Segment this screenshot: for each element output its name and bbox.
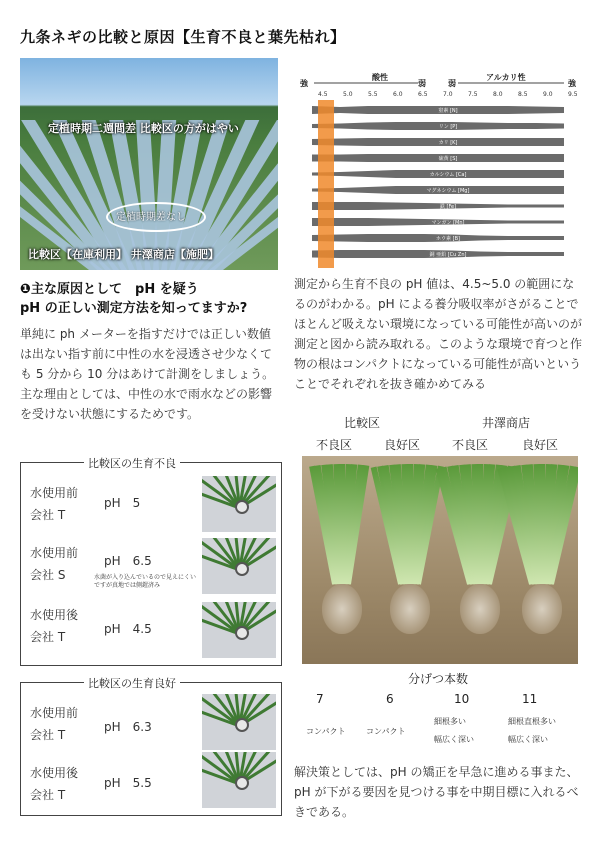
good-row-1-name: 水使用前 会社 T xyxy=(30,706,79,742)
poor-growth-label: 比較区の生育不良 xyxy=(84,455,180,471)
ph-tick-label: 5.5 xyxy=(368,91,378,98)
nutrient-label: ホウ素 [B] xyxy=(436,236,460,242)
ph-tick-label: 8.0 xyxy=(493,91,503,98)
col-label-bad-1: 不良区 xyxy=(316,438,353,452)
label-strong-alkali: 強 xyxy=(568,79,576,88)
photo-caption-top: 定植時期二週間差 比較区の方がはやい xyxy=(48,122,239,135)
poor-row-1-ph: pH 5 xyxy=(104,496,141,510)
soil-probe-hole xyxy=(235,562,249,576)
nutrient-label: カリ [K] xyxy=(438,140,458,146)
label-weak-alkali: 弱 xyxy=(448,79,456,88)
root-mass xyxy=(390,584,430,634)
col-label-bad-2: 不良区 xyxy=(452,438,489,452)
tiller-count-3: 10 xyxy=(454,692,470,706)
ph-nutrient-chart xyxy=(292,70,582,270)
soil-probe-hole xyxy=(235,500,249,514)
tiller-note-2: コンパクト xyxy=(366,727,406,736)
section-heading: ❶主な原因として pH を疑う pH の正しい測定方法を知ってますか? xyxy=(20,282,248,316)
root-mass xyxy=(322,584,362,634)
solution-text: 解決策としては、pH の矯正を早急に進める事また、pH が下がる要因を見つける事を中期目標に入れるべきである。 xyxy=(294,765,579,819)
section-body: 単純に ph メーターを指すだけでは正しい数値は出ない指す前に中性の水を浸透させ少なくても 5 分から 10 分はあけて計測をしましょう。主な理由としては、中性の水で雨水などの影響を受けない状態にするためです。 xyxy=(20,327,275,421)
tiller-count-4: 11 xyxy=(522,692,538,706)
tiller-count-heading: 分げつ本数 xyxy=(408,672,469,686)
good-row-2-photo xyxy=(202,752,276,808)
label-weak-acid: 弱 xyxy=(418,79,426,88)
good-row-2-name: 水使用後 会社 T xyxy=(30,766,79,802)
poor-row-2-name: 水使用前 会社 S xyxy=(30,546,79,582)
good-growth-label: 比較区の生育良好 xyxy=(84,675,180,691)
label-strong-acid: 強 xyxy=(300,79,308,88)
tiller-note-4a: 細根直根多い xyxy=(508,717,556,726)
soil-probe-hole xyxy=(235,718,249,732)
ph-tick-label: 7.5 xyxy=(468,91,478,98)
good-row-1-ph: pH 6.3 xyxy=(104,720,152,734)
group-label-izawa: 井澤商店 xyxy=(482,416,531,430)
nutrient-label: マンガン [Mn] xyxy=(431,220,465,226)
root-mass xyxy=(522,584,562,634)
ph-tick-label: 8.5 xyxy=(518,91,528,98)
tiller-note-3b: 幅広く深い xyxy=(434,735,474,744)
label-alkali: アルカリ性 xyxy=(486,73,526,82)
ph-highlight-band xyxy=(318,100,334,268)
poor-row-2-photo xyxy=(202,538,276,594)
ph-tick-label: 5.0 xyxy=(343,91,353,98)
ph-tick-label: 6.0 xyxy=(393,91,403,98)
nutrient-label: 銅 亜鉛 [Cu Zn] xyxy=(429,252,467,258)
poor-row-2-note: 水菌が入り込んでいるので見えにくいですが真地では側鎧済み xyxy=(94,574,197,589)
soil-probe-hole xyxy=(235,776,249,790)
ph-tick-label: 9.5 xyxy=(568,91,578,98)
tiller-count-2: 6 xyxy=(386,692,394,706)
col-label-good-1: 良好区 xyxy=(384,438,421,452)
root-mass xyxy=(460,584,500,634)
poor-row-2-ph: pH 6.5 xyxy=(104,554,152,568)
good-row-2-ph: pH 5.5 xyxy=(104,776,152,790)
ph-tick-label: 9.0 xyxy=(543,91,553,98)
ph-tick-label: 4.5 xyxy=(318,91,328,98)
nutrient-label: 窒素 [N] xyxy=(438,108,458,114)
nutrient-label: 硫黄 [S] xyxy=(438,156,458,162)
nutrient-label: マグネシウム [Mg] xyxy=(426,188,470,194)
ph-tick-label: 6.5 xyxy=(418,91,428,98)
photo-caption-bottom: 比較区【在庫利用】 井澤商店【施肥】 xyxy=(28,248,219,261)
nutrient-label: 鉄 [Fe] xyxy=(439,204,457,210)
tiller-note-3a: 細根多い xyxy=(434,717,466,726)
ph-tick-label: 7.0 xyxy=(443,91,453,98)
onion-roots-photo xyxy=(302,456,578,664)
analysis-text: 測定から生育不良の pH 値は、4.5~5.0 の範囲になるのがわかる。pH による養分吸収率がさがることでほとんど吸えない環境になっている可能性が高いのが測定と図から読み取れる。このような環境で育つと作物の根はコンパクトになっている可能性が高いということでそれぞれを抜き確かめてみる xyxy=(294,277,583,391)
col-label-good-2: 良好区 xyxy=(522,438,559,452)
nutrient-label: リン [P] xyxy=(438,124,458,130)
good-row-1-photo xyxy=(202,694,276,750)
poor-row-3-photo xyxy=(202,602,276,658)
label-acid: 酸性 xyxy=(372,73,388,82)
tiller-note-4b: 幅広く深い xyxy=(508,735,548,744)
nutrient-label: カルシウム [Ca] xyxy=(429,172,467,178)
tiller-note-1: コンパクト xyxy=(306,727,346,736)
poor-row-3-ph: pH 4.5 xyxy=(104,622,152,636)
poor-row-3-name: 水使用後 会社 T xyxy=(30,608,79,644)
field-photo xyxy=(20,58,278,270)
tiller-count-1: 7 xyxy=(316,692,324,706)
page-title: 九条ネギの比較と原因【生育不良と葉先枯れ】 xyxy=(20,28,346,46)
poor-row-1-photo xyxy=(202,476,276,532)
soil-probe-hole xyxy=(235,626,249,640)
poor-row-1-name: 水使用前 会社 T xyxy=(30,486,79,522)
group-label-comparison: 比較区 xyxy=(344,416,381,430)
photo-oval-label: 定植時期差なし xyxy=(116,212,186,223)
